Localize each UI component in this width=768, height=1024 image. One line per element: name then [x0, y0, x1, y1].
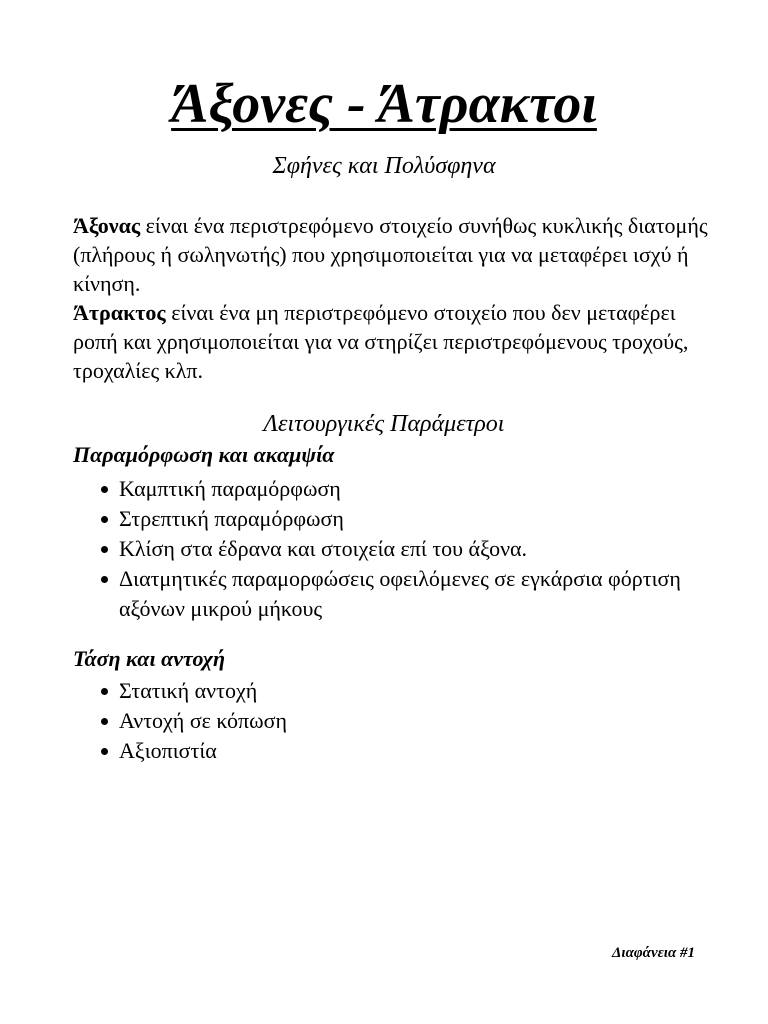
intro-paragraph — [73, 211, 713, 385]
deformation-heading: Παραμόρφωση και ακαμψία — [73, 442, 335, 467]
strength-heading: Τάση και αντοχή — [73, 646, 226, 671]
list-item: Αξιοπιστία — [73, 736, 713, 766]
deformation-list — [73, 474, 713, 624]
list-item: Διατμητικές παραμορφώσεις οφειλόμενες σε εγκάρσια φόρτιση αξόνων μικρού μήκους — [73, 564, 713, 624]
slide-number: Διαφάνεια #1 — [612, 945, 695, 961]
shaft-definition-text: είναι ένα μη περιστρεφόμενο στοιχείο που δεν μεταφέρει ροπή και χρησιμοποιείται για να στηρίζει περιστρεφόμενους τροχούς, τροχαλίες κλπ. — [73, 300, 689, 383]
axle-term: Άξονας — [73, 213, 141, 238]
list-item: Κλίση στα έδρανα και στοιχεία επί του άξονα. — [73, 534, 713, 564]
shaft-term: Άτρακτος — [73, 300, 166, 325]
list-item: Στατική αντοχή — [73, 676, 713, 706]
shaft-definition — [73, 298, 713, 385]
list-item: Αντοχή σε κόπωση — [73, 706, 713, 736]
axle-definition — [73, 211, 713, 298]
axle-definition-text: είναι ένα περιστρεφόμενο στοιχείο συνήθως κυκλικής διατομής (πλήρους ή σωληνωτής) που χρησιμοποιείται για να μεταφέρει ισχύ ή κίνηση. — [73, 213, 708, 296]
strength-list — [73, 676, 713, 766]
list-item: Στρεπτική παραμόρφωση — [73, 504, 713, 534]
section-title: Λειτουργικές Παράμετροι — [263, 411, 505, 437]
page-title: Άξονες - Άτρακτοι — [171, 73, 597, 135]
list-item: Καμπτική παραμόρφωση — [73, 474, 713, 504]
page-subtitle: Σφήνες και Πολύσφηνα — [272, 153, 496, 179]
